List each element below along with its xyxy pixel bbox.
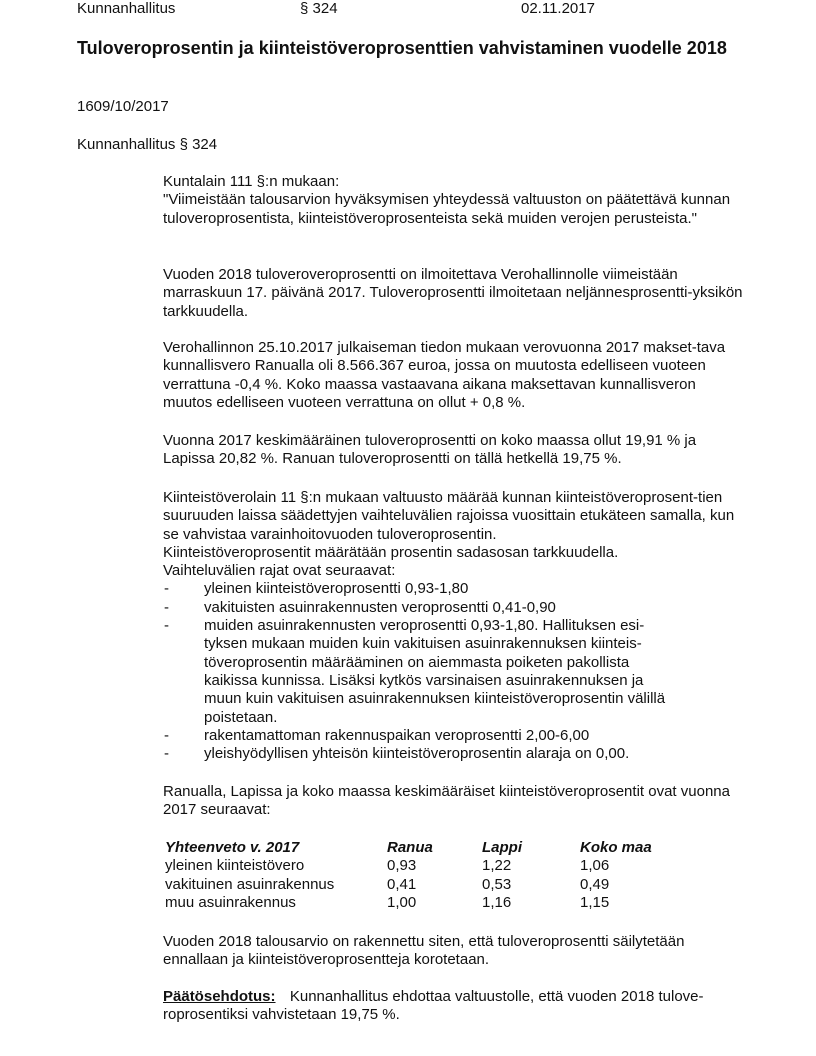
table-cell: 0,53 [482, 875, 512, 893]
proposal-text: Kunnanhallitus ehdottaa valtuustolle, että vuoden 2018 tulove-roprosentiksi vahvistetaan 19,75 %. [163, 988, 704, 1024]
header-cell: Lappi [482, 839, 522, 856]
paragraph-intro: Kuntalain 111 §:n mukaan: [163, 173, 340, 190]
paragraph-ranges-intro: Vaihteluvälien rajat ovat seuraavat: [163, 562, 396, 580]
ranges-list [163, 580, 743, 763]
paragraph-kuntalaki [163, 173, 743, 228]
table-cell: 0,93 [387, 857, 417, 875]
list-item-text: yleishyödyllisen yhteisön kiinteistöveroprosentin alaraja on 0,00. [204, 745, 630, 763]
list-item [163, 727, 743, 745]
list-item-text: rakentamattoman rakennuspaikan veroprosentti 2,00-6,00 [204, 726, 590, 744]
dash-bullet: - [164, 617, 169, 635]
summary-table [165, 839, 700, 912]
table-row [165, 857, 700, 875]
table-cell: vakituinen asuinrakennus [165, 875, 335, 893]
proposal-paragraph [163, 988, 743, 1025]
table-cell: yleinen kiinteistövero [165, 857, 305, 875]
paragraph-tax-revenue: Verohallinnon 25.10.2017 julkaiseman tiedon mukaan verovuonna 2017 makset-tava kunnallisvero Ranualla oli 8.566.367 euroa, jossa on muutosta edelliseen vuoteen verrattuna -0,4 %. Koko maassa vastaavana aikana maksettavan kunnallisveron muutos edelliseen vuoteen verrattuna on ollut + 0,8 %. [163, 339, 726, 411]
section-label: Kunnanhallitus § 324 [77, 136, 218, 153]
table-header-row [165, 839, 700, 857]
proposal-label: Päätösehdotus: [163, 988, 276, 1005]
list-item [163, 580, 743, 598]
paragraph-deadline: Vuoden 2018 tuloveroveroprosentti on ilmoitettava Verohallinnolle viimeistään marraskuun 17. päivänä 2017. Tuloveroprosentti ilmoitetaan neljännesprosentti-yksikön tarkkuudella. [163, 266, 743, 320]
document-reference: 1609/10/2017 [77, 98, 169, 115]
list-item [163, 599, 743, 617]
paragraph-precision: Kiinteistöveroprosentit määrätään prosentin sadasosan tarkkuudella. [163, 543, 619, 561]
document-title: Tuloveroprosentin ja kiinteistöveroprosenttien vahvistaminen vuodelle 2018 [77, 38, 727, 58]
table-row [165, 876, 700, 894]
list-item-text: muiden asuinrakennusten veroprosentti 0,93-1,80. Hallituksen esi-tyksen mukaan muiden kuin vakituisen asuinrakennuksen kiinteis-töveroprosentin määrääminen on aiemmasta poiketen pakollista kaikissa kunnissa. Lisäksi kytkös varsinaisen asuinrakennuksen ja muun kuin vakituisen asuinrakennuksen kiinteistöveroprosentin välillä poistetaan. [204, 617, 666, 726]
list-item-text: vakituisten asuinrakennusten veroprosentti 0,41-0,90 [204, 598, 556, 616]
table-cell: 1,22 [482, 857, 512, 875]
header-cell: Ranua [387, 839, 433, 856]
paragraph-budget: Vuoden 2018 talousarvio on rakennettu siten, että tuloveroprosentti säilytetään ennallaan ja kiinteistöveroprosentteja korotetaan. [163, 933, 685, 969]
dash-bullet: - [164, 580, 169, 598]
table-cell: 1,16 [482, 893, 512, 911]
dash-bullet: - [164, 745, 169, 763]
table-row [165, 894, 700, 912]
header-section: § 324 [300, 0, 338, 17]
list-item-text: yleinen kiinteistöveroprosentti 0,93-1,80 [204, 580, 469, 598]
table-cell: 0,41 [387, 875, 417, 893]
table-cell: muu asuinrakennus [165, 893, 296, 911]
dash-bullet: - [164, 726, 169, 744]
dash-bullet: - [164, 598, 169, 616]
paragraph-average-rates: Vuonna 2017 keskimääräinen tuloveroprosentti on koko maassa ollut 19,91 % ja Lapissa 20,82 %. Ranuan tuloveroprosentti on tällä hetkellä 19,75 %. [163, 432, 697, 468]
header-cell: Yhteenveto v. 2017 [165, 839, 300, 856]
list-item [163, 617, 743, 727]
summary-table-wrapper [165, 839, 700, 912]
table-cell: 1,15 [580, 893, 610, 911]
paragraph-quote: "Viimeistään talousarvion hyväksymisen yhteydessä valtuuston on päätettävä kunnan tuloveroprosentista, kiinteistöveroprosenteista sekä muiden verojen perusteista." [163, 191, 731, 227]
header-cell: Koko maa [580, 839, 652, 856]
paragraph-property-tax-intro: Kiinteistöverolain 11 §:n mukaan valtuusto määrää kunnan kiinteistöveroprosent-tien suuruuden laissa säädettyjen vaihteluvälien rajoissa vuosittain etukäteen samalla, kun se vahvistaa varainhoitovuoden tuloveroprosentin. [163, 489, 735, 543]
paragraph-property-tax-law [163, 489, 743, 763]
header-body: Kunnanhallitus [77, 0, 176, 17]
table-cell: 0,49 [580, 875, 610, 893]
header-date: 02.11.2017 [521, 0, 595, 17]
paragraph-property-averages: Ranualla, Lapissa ja koko maassa keskimääräiset kiinteistöveroprosentit ovat vuonna 2017 seuraavat: [163, 783, 730, 819]
table-cell: 1,06 [580, 857, 610, 875]
table-cell: 1,00 [387, 893, 417, 911]
list-item [163, 745, 743, 763]
